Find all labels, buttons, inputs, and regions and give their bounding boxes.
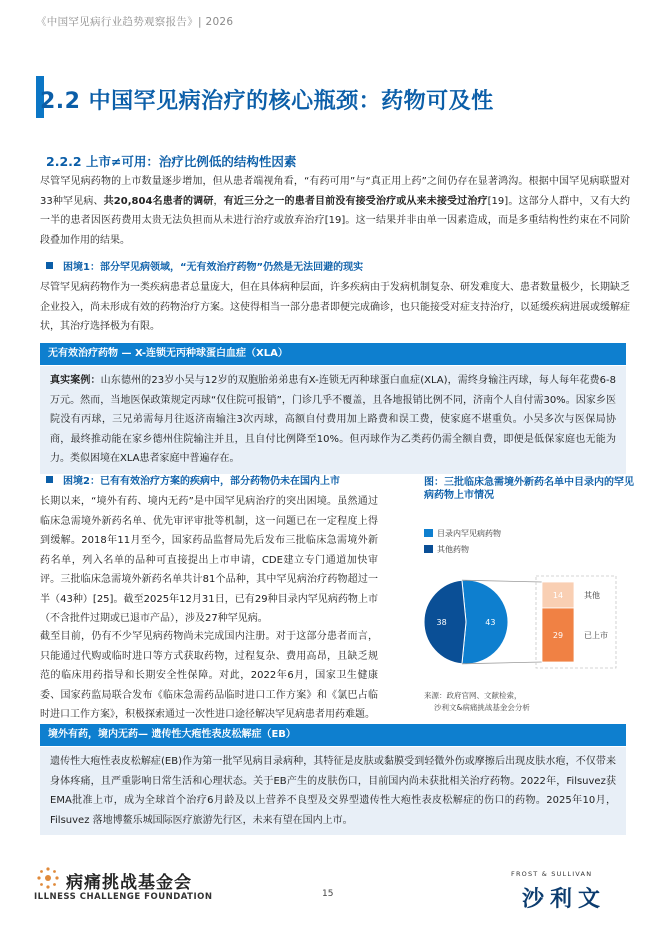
pie-chart: [420, 560, 635, 690]
page-number: 15: [322, 889, 334, 899]
legend-item-other: 其他药物: [424, 544, 469, 555]
foundation-logo-icon: [34, 866, 62, 890]
frost-sullivan-en: FROST & SULLIVAN: [511, 870, 593, 878]
chart-title: 图：三批临床急需境外新药名单中目录内的罕见病药物上市情况: [424, 477, 634, 501]
report-header: 《中国罕见病行业趋势观察报告》| 2026: [36, 16, 234, 28]
bar-label-other: 14: [552, 591, 564, 600]
legend-item-rare: 目录内罕见病药物: [424, 528, 501, 539]
intro-paragraph: 尽管罕见病药物的上市数量逐步增加，但从患者端视角看，“有药可用”与“真正用上药”之间仍存在显著鸿沟。根据中国罕见病联盟对33种罕见病、共20,804名患者的调研，有近三分之一的患者目前没有接受治疗或从来未接受过治疗[19]。这部分人群中，又有大约一半的患者因医药费用太贵无法负担而从未进行治疗或放弃治疗[19]。这一结果并非由单一因素造成，而是多重结构性约束在不同阶段叠加作用的结果。: [40, 176, 631, 246]
bar-category-listed: 已上市: [584, 631, 608, 640]
bar-label-listed: 29: [552, 631, 564, 640]
bar-category-other: 其他: [584, 591, 600, 600]
frost-sullivan-cn: 沙利文: [522, 887, 607, 912]
case2-band: 境外有药，境内无药— 遗传性大疱性表皮松解症（EB）: [40, 724, 626, 746]
pie-label-other: 38: [436, 618, 447, 627]
chart-source: 来源：政府官网、文献检索， 沙利文&病痛挑战基金会分析: [424, 691, 530, 712]
case2-box: 遗传性大疱性表皮松解症(EB)作为第一批罕见病目录病种，其特征是皮肤或黏膜受到轻微外伤或摩擦后出现皮肤水疱，不仅带来身体疼痛，且严重影响日常生活和心理状态。关于EB产生的皮肤伤口，目前国内尚未获批相关治疗药物。2022年，Filsuvez获EMA批准上市，成为全球首个治疗6月龄及以上营养不良型及交界型遗传性大疱性表皮松解症的伤口的药物。2025年10月，Filsuvez 落地博鳌乐城国际医疗旅游先行区，未来有望在国内上市。: [40, 747, 626, 835]
section-title: 2.2 中国罕见病治疗的核心瓶颈：药物可及性: [40, 89, 494, 114]
case1-box: 真实案例：山东德州的23岁小吴与12岁的双胞胎弟弟患有X-连锁无丙种球蛋白血症(XLA)，需终身输注丙球，每人每年花费6-8万元。然而，当地医保政策规定丙球“仅住院可报销”，门诊几乎不覆盖，且各地报销比例不同，济南个人自付需30%。因家乡医院没有丙球，三兄弟需每月往返济南输注3次丙球，高额自付费用加上路费和误工费，使家庭不堪重负。小吴多次与医保局协商，最终推动能在家乡德州住院输注并且，且自付比例降至10%。但丙球作为乙类药仍需全额自费，即便是低保家庭也无能为力。类似困境在XLA患者家庭中普遍存在。: [40, 366, 626, 474]
dilemma2-heading: 困境2：已有有效治疗方案的疾病中，部分药物仍未在国内上市: [46, 472, 340, 487]
pie-label-rare: 43: [485, 618, 496, 627]
foundation-name-en: ILLNESS CHALLENGE FOUNDATION: [34, 892, 213, 902]
foundation-name-cn: 病痛挑战基金会: [66, 873, 192, 893]
subsection-title: 2.2.2 上市≠可用：治疗比例低的结构性因素: [46, 154, 297, 169]
dilemma1-heading: 困境1：部分罕见病领域，“无有效治疗药物”仍然是无法回避的现实: [46, 258, 363, 273]
dilemma1-body: 尽管罕见病药物作为一类疾病患者总量庞大，但在具体病种层面，许多疾病由于发病机制复杂、研发难度大、患者数量极少，长期缺乏企业投入，尚未形成有效的药物治疗方案。这使得相当一部分患者即便完成确诊，也只能接受对症支持治疗，以延缓疾病进展或缓解症状，其治疗选择极为有限。: [40, 282, 630, 332]
dilemma2-body1: 长期以来，“境外有药、境内无药”是中国罕见病治疗的突出困境。虽然通过临床急需境外新药名单、优先审评审批等机制，这一问题已在一定程度上得到缓解。2018年11月至今，国家药品监督局先后发布三批临床急需境外新药名单，列入名单的品种可直接提出上市申请，CDE建立专门通道加快审评。三批临床急需境外新药名单共计81个品种，其中罕见病治疗药物超过一半（43种）[25]。截至2025年12月31日，已有29种目录内罕见病药物上市（不含批件过期或已退市产品），涉及27种罕见病。: [40, 496, 378, 624]
case1-band: 无有效治疗药物 — X-连锁无丙种球蛋白血症（XLA）: [40, 343, 626, 365]
dilemma2-body2: 截至目前，仍有不少罕见病药物尚未完成国内注册。对于这部分患者而言，只能通过代购或临时进口等方式获取药物，过程复杂、费用高昂，且缺乏规范的临床用药指导和长期安全性保障。对此，2022年6月，国家卫生健康委、国家药监局联合发布《临床急需药品临时进口工作方案》和《氯巴占临时进口工作方案》，积极探索通过一次性进口途径解决罕见病患者用药难题。: [40, 631, 378, 720]
